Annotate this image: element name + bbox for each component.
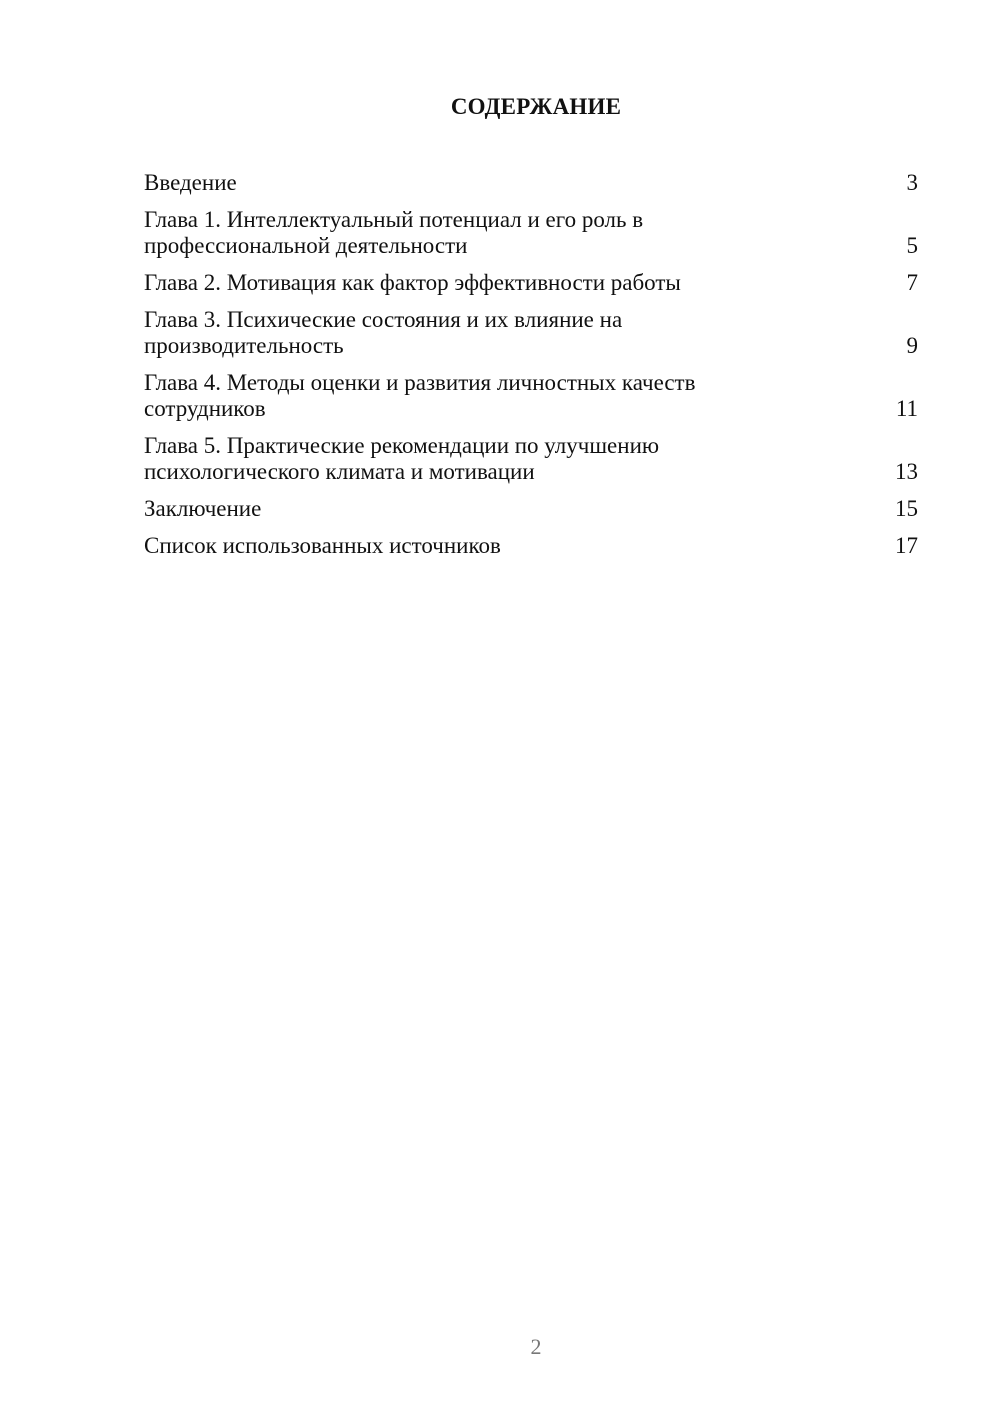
toc-entry-chapter-1 <box>144 207 918 259</box>
toc-entry-page: 15 <box>895 496 918 521</box>
toc-entry-chapter-5 <box>144 433 918 485</box>
toc-entry-title: Глава 4. Методы оценки и развития личностных качеств сотрудников <box>144 370 696 421</box>
toc-entry-chapter-2 <box>144 270 918 296</box>
page-number: 2 <box>530 1334 542 1359</box>
toc-entry-title: Список использованных источников <box>144 533 501 558</box>
toc-entry-title: Глава 2. Мотивация как фактор эффективности работы <box>144 270 681 295</box>
toc-entry-chapter-4 <box>144 370 918 422</box>
table-of-contents <box>144 170 918 559</box>
toc-entry-page: 7 <box>906 270 918 295</box>
toc-entry-title: Введение <box>144 170 237 195</box>
toc-entry-page: 3 <box>906 170 918 195</box>
toc-entry-title: Глава 1. Интеллектуальный потенциал и его роль в профессиональной деятельности <box>144 207 644 258</box>
toc-entry-page: 9 <box>906 333 918 358</box>
toc-entry-page: 11 <box>895 396 918 421</box>
toc-entry-page: 5 <box>906 233 918 258</box>
toc-entry-references <box>144 533 918 559</box>
toc-entry-title: Глава 3. Психические состояния и их влияние на производительность <box>144 307 623 358</box>
toc-entry-title: Заключение <box>144 496 262 521</box>
toc-entry-chapter-3 <box>144 307 918 359</box>
toc-entry-title: Глава 5. Практические рекомендации по улучшению психологического климата и мотивации <box>144 433 660 484</box>
toc-entry-introduction <box>144 170 918 196</box>
toc-heading: СОДЕРЖАНИЕ <box>450 94 622 119</box>
toc-entry-page: 17 <box>895 533 918 558</box>
toc-entry-conclusion <box>144 496 918 522</box>
toc-entry-page: 13 <box>895 459 918 484</box>
